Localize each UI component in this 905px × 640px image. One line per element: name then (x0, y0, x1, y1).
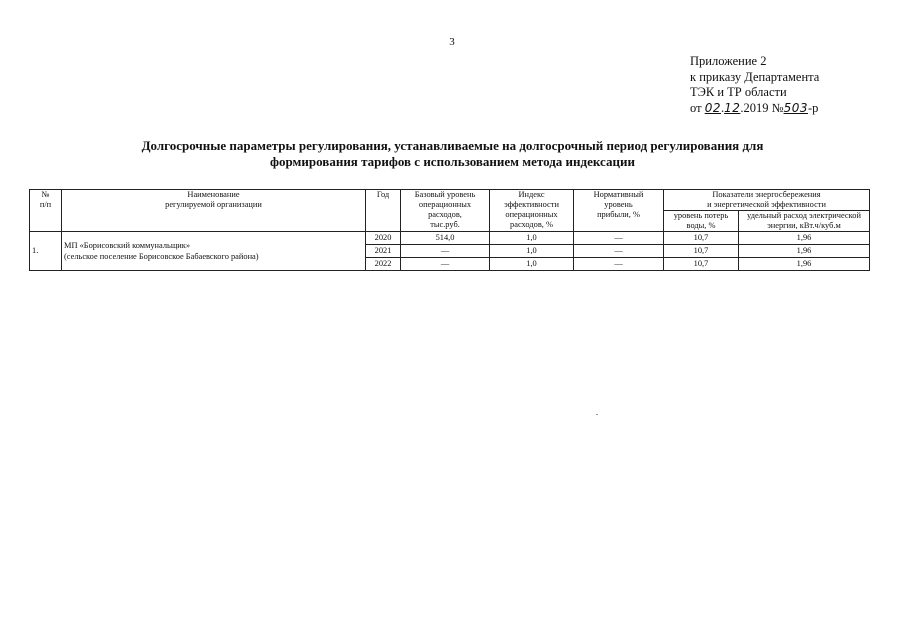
scan-speck (596, 414, 598, 415)
cell-efficiency: 1,0 (490, 232, 574, 245)
header-energy-group (664, 190, 870, 211)
header-water-line-2: воды, % (686, 221, 716, 230)
header-org-line-2: регулируемой организации (165, 200, 262, 209)
header-eff-line-2: эффективности (504, 200, 559, 209)
header-eff-line-3: операционных (505, 210, 558, 219)
header-num-line-1: № (41, 190, 50, 199)
cell-year: 2021 (366, 245, 401, 258)
header-energy-line-2: и энергетической эффективности (707, 200, 826, 209)
header-eff-line-1: Индекс (518, 190, 545, 199)
cell-profit: — (574, 232, 664, 245)
header-org (62, 190, 366, 232)
header-profit-line-2: уровень (604, 200, 633, 209)
cell-year: 2020 (366, 232, 401, 245)
parameters-table (29, 189, 870, 271)
date-separator: . (720, 100, 725, 115)
cell-base-level: 514,0 (401, 232, 490, 245)
table-row (30, 232, 870, 245)
cell-water-loss: 10,7 (664, 245, 739, 258)
appendix-line-3: ТЭК и ТР области (690, 85, 787, 99)
header-row-1 (30, 190, 870, 211)
appendix-line-2: к приказу Департамента (690, 69, 820, 84)
org-name (62, 232, 366, 271)
header-base-level (401, 190, 490, 232)
header-energy-line-1: Показатели энергосбережения (712, 190, 821, 199)
header-profit-line-1: Нормативный (593, 190, 644, 199)
cell-efficiency: 1,0 (490, 258, 574, 271)
cell-profit: — (574, 258, 664, 271)
org-name-line-2: (сельское поселение Борисовское Бабаевского района) (64, 252, 259, 261)
cell-profit: — (574, 245, 664, 258)
date-month-handwritten: 12 (724, 100, 741, 115)
cell-specific-consumption: 1,96 (739, 245, 870, 258)
header-org-line-1: Наименование (187, 190, 240, 199)
header-spec-line-2: энергии, кВт.ч/куб.м (767, 221, 841, 230)
header-specific-consumption (739, 211, 870, 232)
header-profit (574, 190, 664, 232)
appendix-block (690, 54, 819, 116)
cell-water-loss: 10,7 (664, 258, 739, 271)
header-num-line-2: п/п (39, 200, 52, 209)
doc-number-handwritten: 503 (783, 100, 808, 115)
appendix-line-1: Приложение 2 (690, 54, 767, 68)
document-title (40, 138, 865, 170)
header-year: Год (366, 190, 401, 232)
header-efficiency (490, 190, 574, 232)
header-base-line-3: расходов, (428, 210, 462, 219)
header-base-line-4: тыс.руб. (430, 220, 460, 229)
date-day-handwritten: 02 (704, 100, 721, 115)
title-line-2: формирования тарифов с использованием метода индексации (270, 154, 635, 169)
appendix-date-line (690, 101, 819, 117)
header-water-line-1: уровень потерь (673, 211, 729, 220)
header-base-line-1: Базовый уровень (414, 190, 476, 199)
date-year: .2019 № (740, 100, 784, 115)
doc-number-suffix: -р (807, 100, 819, 115)
date-prefix: от (690, 100, 705, 115)
cell-specific-consumption: 1,96 (739, 232, 870, 245)
header-spec-line-1: удельный расход электрической (747, 211, 861, 220)
page-number: 3 (449, 36, 455, 48)
org-number: 1. (30, 232, 62, 271)
cell-efficiency: 1,0 (490, 245, 574, 258)
cell-water-loss: 10,7 (664, 232, 739, 245)
header-num (30, 190, 62, 232)
cell-base-level: — (401, 245, 490, 258)
header-water-loss (664, 211, 739, 232)
title-line-1: Долгосрочные параметры регулирования, устанавливаемые на долгосрочный период регулирования для (141, 138, 764, 153)
header-eff-line-4: расходов, % (510, 220, 553, 229)
cell-base-level: — (401, 258, 490, 271)
org-name-line-1: МП «Борисовский коммунальщик» (64, 241, 191, 250)
header-profit-line-3: прибыли, % (597, 210, 640, 219)
cell-specific-consumption: 1,96 (739, 258, 870, 271)
cell-year: 2022 (366, 258, 401, 271)
header-base-line-2: операционных (418, 200, 472, 209)
